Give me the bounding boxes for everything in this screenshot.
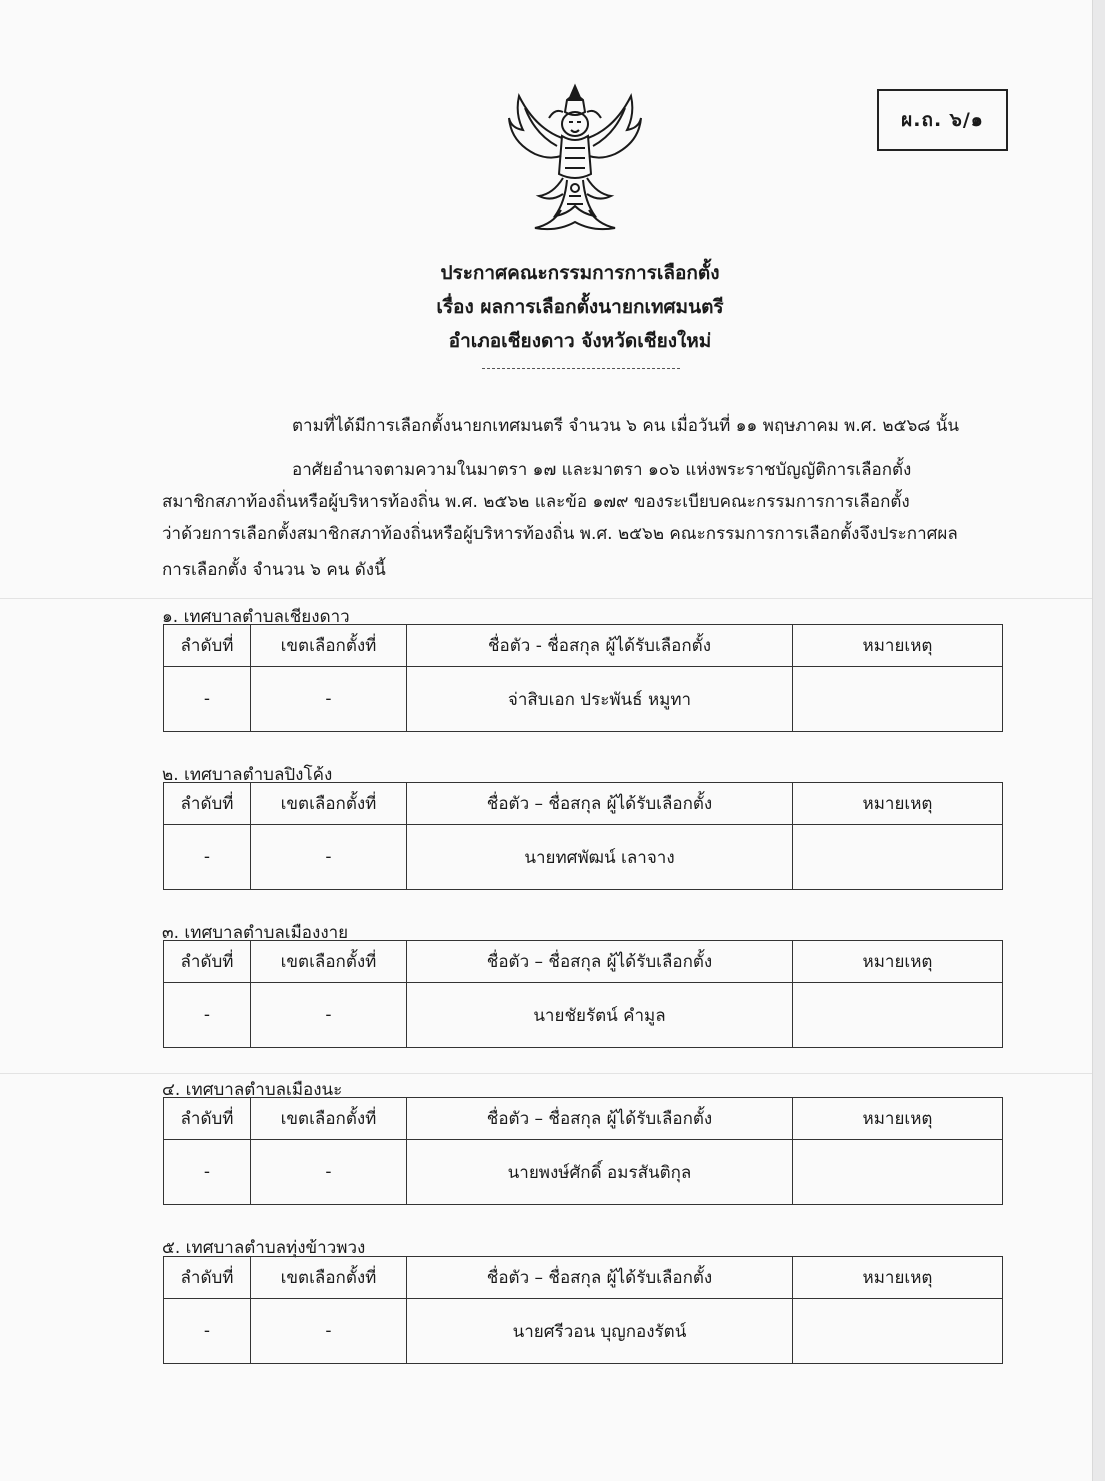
- header-remarks: หมายเหตุ: [793, 941, 1003, 983]
- section-heading: ๑. เทศบาลตำบลเชียงดาว: [162, 607, 350, 627]
- body-paragraph-2-line-3: ว่าด้วยการเลือกตั้งสมาชิกสภาท้องถิ่นหรือผู้บริหารท้องถิ่น พ.ศ. ๒๕๖๒ คณะกรรมการการเลือกตั้งจึงประกาศผล: [162, 524, 958, 544]
- cell-elected-name: นายพงษ์ศักดิ์ อมรสันติกุล: [407, 1140, 793, 1205]
- body-paragraph-2-line-1: อาศัยอำนาจตามความในมาตรา ๑๗ และมาตรา ๑๐๖ แห่งพระราชบัญญัติการเลือกตั้ง: [292, 460, 912, 480]
- cell-order: -: [164, 825, 251, 890]
- cell-district: -: [251, 1140, 407, 1205]
- table-row: [164, 825, 1003, 890]
- table-header-row: [164, 1098, 1003, 1140]
- cell-remarks: [793, 1299, 1003, 1364]
- header-remarks: หมายเหตุ: [793, 625, 1003, 667]
- announcement-subject: เรื่อง ผลการเลือกตั้งนายกเทศมนตรี: [436, 296, 724, 318]
- header-order: ลำดับที่: [164, 1257, 251, 1299]
- form-code-box: ผ.ถ. ๖/๑: [877, 89, 1008, 151]
- header-remarks: หมายเหตุ: [793, 1257, 1003, 1299]
- cell-order: -: [164, 1140, 251, 1205]
- title-separator: [482, 368, 680, 369]
- header-district: เขตเลือกตั้งที่: [251, 941, 407, 983]
- cell-elected-name: นายศรีวอน บุญกองรัตน์: [407, 1299, 793, 1364]
- table-row: [164, 667, 1003, 732]
- announcement-title: ประกาศคณะกรรมการการเลือกตั้ง: [440, 262, 720, 284]
- cell-elected-name: นายทศพัฒน์ เลาจาง: [407, 825, 793, 890]
- garuda-emblem-icon: [505, 78, 645, 238]
- body-paragraph-2-line-2: สมาชิกสภาท้องถิ่นหรือผู้บริหารท้องถิ่น พ.ศ. ๒๕๖๒ และข้อ ๑๗๙ ของระเบียบคณะกรรมการการเลือกตั้ง: [162, 492, 910, 512]
- body-paragraph-1: ตามที่ได้มีการเลือกตั้งนายกเทศมนตรี จำนวน ๖ คน เมื่อวันที่ ๑๑ พฤษภาคม พ.ศ. ๒๕๖๘ นั้น: [292, 416, 960, 436]
- section-heading: ๒. เทศบาลตำบลปิงโค้ง: [162, 765, 333, 785]
- header-order: ลำดับที่: [164, 1098, 251, 1140]
- cell-remarks: [793, 825, 1003, 890]
- table-header-row: [164, 941, 1003, 983]
- cell-remarks: [793, 983, 1003, 1048]
- header-order: ลำดับที่: [164, 783, 251, 825]
- cell-district: -: [251, 667, 407, 732]
- table-header-row: [164, 1257, 1003, 1299]
- table-row: [164, 1140, 1003, 1205]
- results-table: [163, 1256, 1003, 1364]
- section-heading: ๕. เทศบาลตำบลทุ่งข้าวพวง: [162, 1238, 366, 1258]
- header-elected-name: ชื่อตัว – ชื่อสกุล ผู้ได้รับเลือกตั้ง: [407, 941, 793, 983]
- results-table: [163, 1097, 1003, 1205]
- table-row: [164, 1299, 1003, 1364]
- header-district: เขตเลือกตั้งที่: [251, 625, 407, 667]
- header-elected-name: ชื่อตัว - ชื่อสกุล ผู้ได้รับเลือกตั้ง: [407, 625, 793, 667]
- cell-remarks: [793, 1140, 1003, 1205]
- body-paragraph-2-line-4: การเลือกตั้ง จำนวน ๖ คน ดังนี้: [162, 560, 386, 580]
- cell-district: -: [251, 983, 407, 1048]
- cell-district: -: [251, 1299, 407, 1364]
- cell-order: -: [164, 983, 251, 1048]
- results-table: [163, 940, 1003, 1048]
- cell-order: -: [164, 667, 251, 732]
- section-heading: ๔. เทศบาลตำบลเมืองนะ: [162, 1080, 343, 1100]
- header-elected-name: ชื่อตัว – ชื่อสกุล ผู้ได้รับเลือกตั้ง: [407, 1098, 793, 1140]
- header-remarks: หมายเหตุ: [793, 1098, 1003, 1140]
- cell-order: -: [164, 1299, 251, 1364]
- header-district: เขตเลือกตั้งที่: [251, 1257, 407, 1299]
- table-header-row: [164, 783, 1003, 825]
- cell-elected-name: นายชัยรัตน์ คำมูล: [407, 983, 793, 1048]
- table-header-row: [164, 625, 1003, 667]
- header-remarks: หมายเหตุ: [793, 783, 1003, 825]
- cell-elected-name: จ่าสิบเอก ประพันธ์ หมูทา: [407, 667, 793, 732]
- results-table: [163, 782, 1003, 890]
- header-order: ลำดับที่: [164, 941, 251, 983]
- results-table: [163, 624, 1003, 732]
- page-fold-line: [0, 598, 1092, 599]
- section-heading: ๓. เทศบาลตำบลเมืองงาย: [162, 923, 349, 943]
- header-district: เขตเลือกตั้งที่: [251, 783, 407, 825]
- page-fold-line: [0, 1073, 1092, 1074]
- header-elected-name: ชื่อตัว – ชื่อสกุล ผู้ได้รับเลือกตั้ง: [407, 783, 793, 825]
- table-row: [164, 983, 1003, 1048]
- header-elected-name: ชื่อตัว – ชื่อสกุล ผู้ได้รับเลือกตั้ง: [407, 1257, 793, 1299]
- announcement-location: อำเภอเชียงดาว จังหวัดเชียงใหม่: [448, 330, 712, 352]
- header-order: ลำดับที่: [164, 625, 251, 667]
- cell-district: -: [251, 825, 407, 890]
- header-district: เขตเลือกตั้งที่: [251, 1098, 407, 1140]
- cell-remarks: [793, 667, 1003, 732]
